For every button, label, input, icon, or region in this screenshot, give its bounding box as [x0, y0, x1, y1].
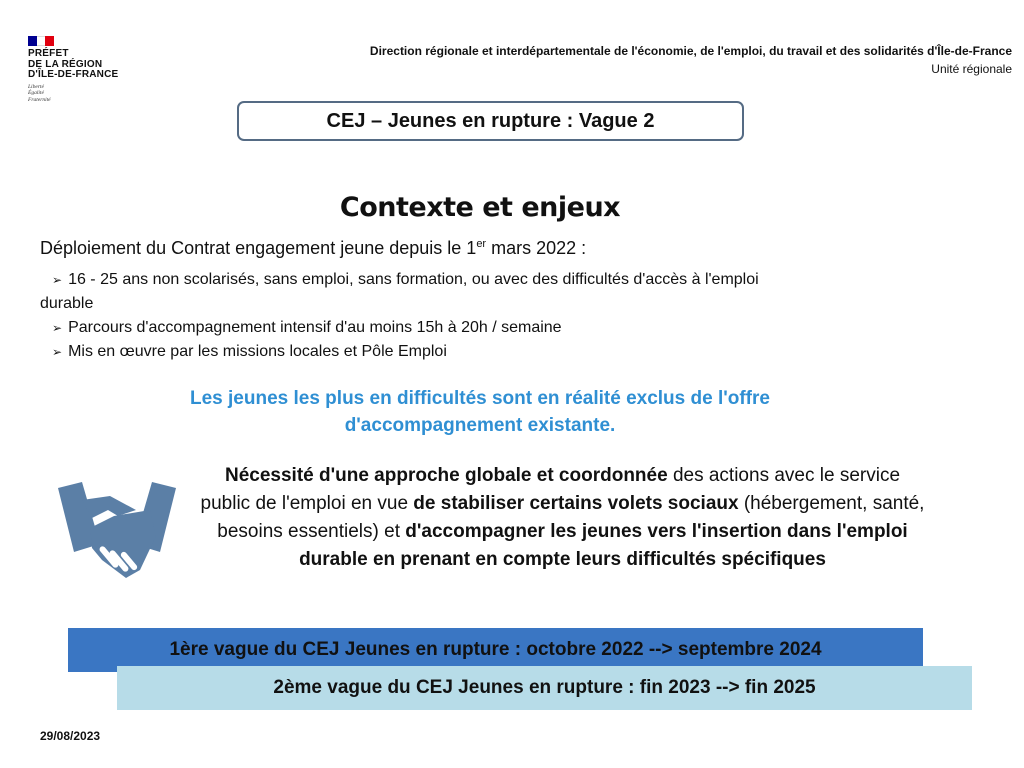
slide-title-box: [237, 101, 744, 141]
logo-text: [28, 49, 138, 81]
intro-sup: er: [476, 238, 487, 250]
intro-text: [40, 238, 586, 259]
motto-egalite: Égalité: [28, 90, 44, 96]
prefet-logo: [28, 36, 138, 103]
wave-2-text: 2ème vague du CEJ Jeunes en rupture : fin 2023 --> fin 2025: [273, 677, 816, 698]
bullet-item: [40, 268, 980, 292]
necessite-text-2: (hébergement, santé, besoins essentiels) et: [217, 493, 925, 542]
wave-1-text: 1ère vague du CEJ Jeunes en rupture : octobre 2022 --> septembre 2024: [169, 639, 822, 660]
logo-line-2: DE LA RÉGION: [28, 58, 103, 70]
header-unit: Unité régionale: [931, 62, 1012, 76]
highlight-line-2: d'accompagnement existante.: [344, 415, 616, 436]
section-title: Contexte et enjeux: [339, 192, 621, 223]
necessite-bold-2: de stabiliser certains volets sociaux: [413, 493, 739, 514]
wave-2-banner: [117, 666, 972, 710]
slide-date: 29/08/2023: [40, 729, 101, 743]
bullet-item: [40, 316, 980, 340]
logo-line-1: PRÉFET: [28, 48, 69, 59]
necessite-text-1: des actions avec le service public de l'emploi en vue: [200, 465, 901, 514]
bullet-text: Parcours d'accompagnement intensif d'au moins 15h à 20h / semaine: [68, 319, 562, 336]
necessite-bold-1: Nécessité d'une approche globale et coordonnée: [224, 465, 668, 486]
arrow-bullet-icon: ➢: [52, 321, 63, 335]
bullet-item: [40, 340, 980, 364]
highlight-statement: [110, 385, 850, 439]
motto-liberte: Liberté: [28, 83, 44, 90]
header-direction: Direction régionale et interdépartementale de l'économie, de l'emploi, du travail et des solidarités d'Île-de-France: [369, 44, 1012, 58]
arrow-bullet-icon: ➢: [52, 345, 63, 359]
bullet-text: Mis en œuvre par les missions locales et Pôle Emploi: [68, 343, 447, 360]
french-flag-icon: [28, 36, 54, 46]
intro-text-before: Déploiement du Contrat engagement jeune depuis le 1: [40, 238, 477, 258]
motto-fraternite: Fraternité: [28, 96, 51, 103]
bullet-list: [40, 268, 980, 364]
slide-title: CEJ – Jeunes en rupture : Vague 2: [326, 109, 655, 132]
intro-text-after: mars 2022 :: [486, 238, 587, 258]
logo-line-3: D'ÎLE-DE-FRANCE: [28, 69, 119, 80]
highlight-line-1: Les jeunes les plus en difficultés sont en réalité exclus de l'offre: [190, 388, 770, 409]
necessite-paragraph: [200, 462, 925, 574]
necessite-bold-3: d'accompagner les jeunes vers l'insertion dans l'emploi durable en prenant en compte leurs difficultés spécifiques: [299, 521, 908, 570]
handshake-icon: [52, 470, 182, 605]
bullet-text: 16 - 25 ans non scolarisés, sans emploi, sans formation, ou avec des difficultés d'accès à l'emploi: [68, 271, 759, 288]
logo-motto: [28, 84, 138, 104]
arrow-bullet-icon: ➢: [52, 273, 63, 287]
bullet-continuation: durable: [40, 295, 94, 312]
